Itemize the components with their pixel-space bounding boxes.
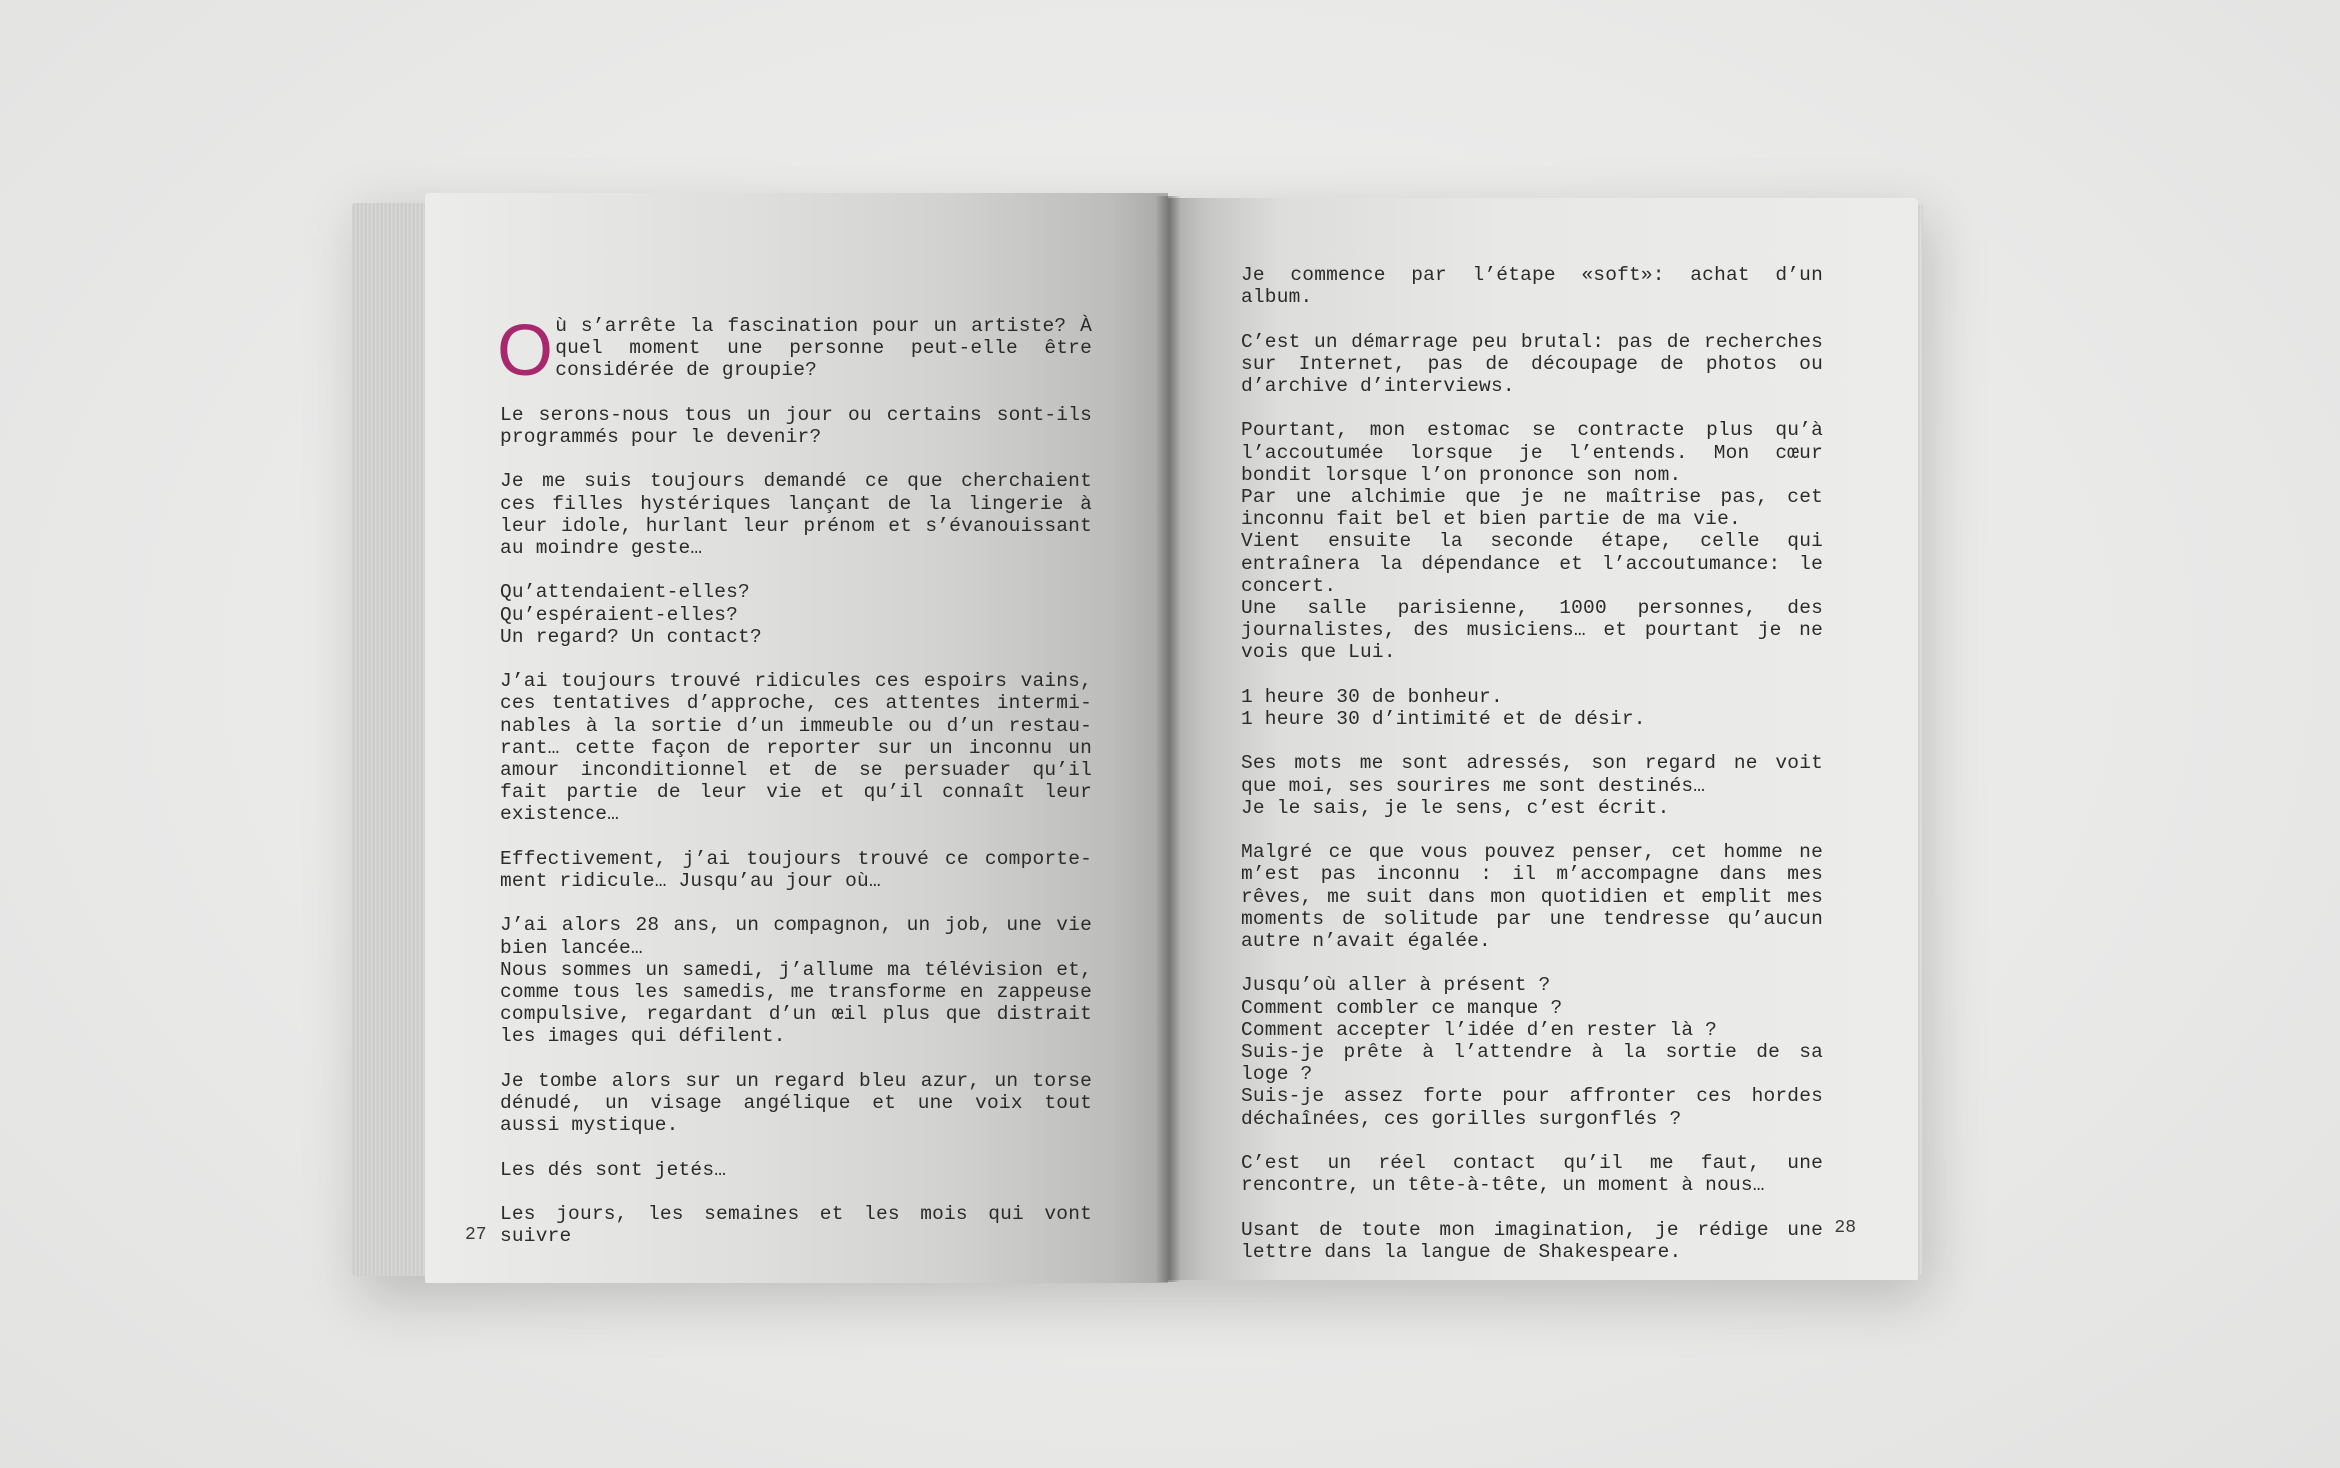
- book-gutter: [1155, 196, 1181, 1282]
- right-paragraph-6: Malgré ce que vous pouvez penser, cet homme ne m’est pas inconnu : il m’accompagne dans mes rêves, me suit dans mon quotidien et emplit mes moments de solitude par une tendresse qu’aucun autre n’avait égalée.: [1241, 841, 1823, 953]
- right-paragraph-9: Usant de toute mon imagination, je rédige une lettre dans la langue de Shakespeare.: [1241, 1218, 1823, 1263]
- page-stack-edge-left: [352, 203, 434, 1276]
- left-paragraph-7: J’ai alors 28 ans, un compagnon, un job, une vie bien lancée… Nous sommes un samedi, j’allume ma télévision et, comme tous les samedis, me transforme en zappeuse compulsive, regardant d’un œil plus que distrait les images qui défilent.: [500, 914, 1092, 1048]
- right-page-text: [1241, 264, 1823, 1280]
- left-paragraph-3: Je me suis toujours demandé ce que cherchaient ces filles hystériques lançant de la lingerie à leur idole, hurlant leur prénom et s’évanouissant au moindre geste…: [500, 470, 1092, 559]
- left-paragraph-6: Effectivement, j’ai toujours trouvé ce comporte-ment ridicule… Jusqu’au jour où…: [500, 847, 1092, 892]
- left-paragraph-1-text: ù s’arrête la fascination pour un artiste? À quel moment une personne peut-elle être considérée de groupie?: [555, 315, 1092, 382]
- left-paragraph-1: [497, 311, 1092, 391]
- left-paragraph-10: Les jours, les semaines et les mois qui vont suivre: [500, 1202, 1092, 1248]
- left-paragraph-5: J’ai toujours trouvé ridicules ces espoirs vains, ces tentatives d’approche, ces attentes intermi-nables à la sortie d’un immeuble ou d’un restau-rant… cette façon de reporter sur un inconnu un amour inconditionnel et de se persuader qu’il fait partie de leur vie et qu’il connaît leur existence…: [500, 670, 1092, 826]
- left-paragraph-9: Les dés sont jetés…: [500, 1158, 727, 1181]
- left-paragraph-4: Qu’attendaient-elles? Qu’espéraient-elles? Un regard? Un contact?: [500, 581, 762, 648]
- right-paragraph-3: Pourtant, mon estomac se contracte plus qu’à l’accoutumée lorsque je l’entends. Mon cœur bondit lorsque l’on prononce son nom. Par une alchimie que je ne maîtrise pas, cet inconnu fait bel et bien partie de ma vie. Vient ensuite la seconde étape, celle qui entraînera la dépendance et l’accoutumance: le concert. Une salle parisienne, 1000 personnes, des journalistes, des musiciens… et pourtant je ne vois que Lui.: [1241, 419, 1823, 664]
- left-paragraph-2: Le serons-nous tous un jour ou certains sont-ils programmés pour le devenir?: [500, 403, 1092, 448]
- right-paragraph-7: Jusqu’où aller à présent ? Comment combler ce manque ? Comment accepter l’idée d’en rester là ? Suis-je prête à l’attendre à la sortie de sa loge ? Suis-je assez forte pour affronter ces hordes déchaînées, ces gorilles surgonflés ?: [1241, 974, 1823, 1130]
- right-paragraph-1: Je commence par l’étape «soft»: achat d’un album.: [1241, 264, 1823, 309]
- page-number-right: 28: [1834, 1218, 1856, 1238]
- left-paragraph-8: Je tombe alors sur un regard bleu azur, un torse dénudé, un visage angélique et une voix tout aussi mystique.: [500, 1069, 1092, 1137]
- left-page-text: [497, 311, 1092, 1270]
- right-paragraph-2: C’est un démarrage peu brutal: pas de recherches sur Internet, pas de découpage de photos ou d’archive d’interviews.: [1241, 330, 1823, 397]
- right-page: [1168, 198, 1918, 1280]
- right-paragraph-5: Ses mots me sont adressés, son regard ne voit que moi, ses sourires me sont destinés… Je le sais, je le sens, c’est écrit.: [1241, 752, 1823, 819]
- page-number-left: 27: [465, 1225, 487, 1245]
- right-paragraph-4: 1 heure 30 de bonheur. 1 heure 30 d’intimité et de désir.: [1241, 685, 1646, 731]
- drop-cap: O: [497, 311, 554, 391]
- right-paragraph-8: C’est un réel contact qu’il me faut, une rencontre, un tête-à-tête, un moment à nous…: [1241, 1152, 1823, 1197]
- left-page: [425, 193, 1168, 1283]
